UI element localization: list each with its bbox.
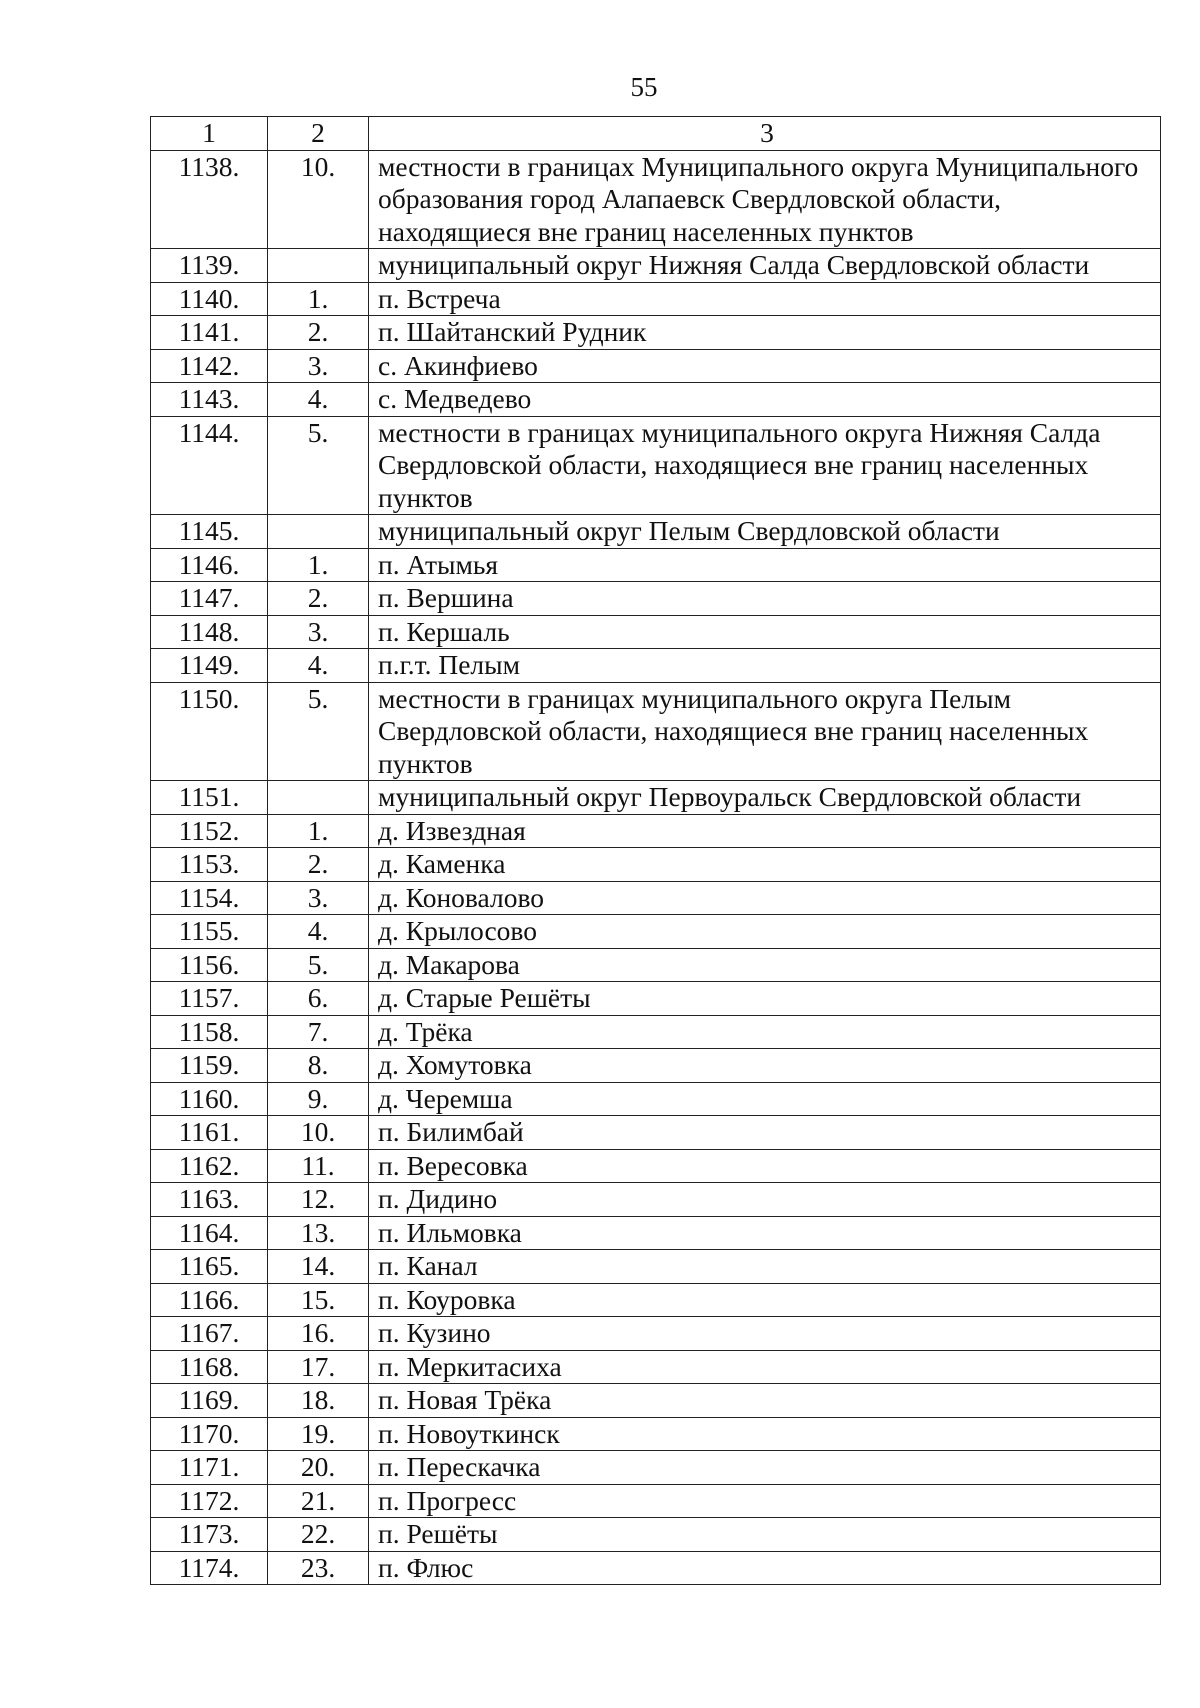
table-row xyxy=(151,848,1161,882)
row-number-cell: 1145. xyxy=(151,515,268,549)
row-number-cell: 1146. xyxy=(151,548,268,582)
sub-number-cell: 5. xyxy=(268,948,369,982)
sub-number-cell: 5. xyxy=(268,682,369,781)
sub-number-cell: 4. xyxy=(268,915,369,949)
table-row xyxy=(151,982,1161,1016)
row-number-cell: 1165. xyxy=(151,1250,268,1284)
sub-number-cell: 8. xyxy=(268,1049,369,1083)
sub-number-cell: 6. xyxy=(268,982,369,1016)
page-number: 55 xyxy=(630,72,658,102)
row-number-cell: 1140. xyxy=(151,282,268,316)
name-cell: д. Каменка xyxy=(369,848,1161,882)
name-cell: п. Решёты xyxy=(369,1518,1161,1552)
name-cell: д. Макарова xyxy=(369,948,1161,982)
row-number-cell: 1139. xyxy=(151,249,268,283)
table-row xyxy=(151,1082,1161,1116)
sub-number-cell: 1. xyxy=(268,814,369,848)
name-cell: п. Вершина xyxy=(369,582,1161,616)
table-row xyxy=(151,1183,1161,1217)
table-row xyxy=(151,1384,1161,1418)
row-number-cell: 1159. xyxy=(151,1049,268,1083)
name-cell: муниципальный округ Нижняя Салда Свердловской области xyxy=(369,249,1161,283)
row-number-cell: 1147. xyxy=(151,582,268,616)
row-number-cell: 1154. xyxy=(151,881,268,915)
table-row xyxy=(151,282,1161,316)
row-number-cell: 1158. xyxy=(151,1015,268,1049)
row-number-cell: 1167. xyxy=(151,1317,268,1351)
name-cell: п. Прогресс xyxy=(369,1484,1161,1518)
name-cell: п. Дидино xyxy=(369,1183,1161,1217)
row-number-cell: 1151. xyxy=(151,781,268,815)
name-cell: п. Шайтанский Рудник xyxy=(369,316,1161,350)
table-row xyxy=(151,948,1161,982)
table-row xyxy=(151,1049,1161,1083)
sub-number-cell: 2. xyxy=(268,316,369,350)
sub-number-cell: 3. xyxy=(268,349,369,383)
row-number-cell: 1173. xyxy=(151,1518,268,1552)
sub-number-cell: 22. xyxy=(268,1518,369,1552)
sub-number-cell: 2. xyxy=(268,582,369,616)
table-row xyxy=(151,1350,1161,1384)
name-cell: д. Черемша xyxy=(369,1082,1161,1116)
table-row xyxy=(151,1551,1161,1585)
table-row xyxy=(151,1149,1161,1183)
name-cell: п. Меркитасиха xyxy=(369,1350,1161,1384)
sub-number-cell: 19. xyxy=(268,1417,369,1451)
name-cell: п. Флюс xyxy=(369,1551,1161,1585)
name-cell: д. Извездная xyxy=(369,814,1161,848)
sub-number-cell: 21. xyxy=(268,1484,369,1518)
sub-number-cell: 3. xyxy=(268,881,369,915)
sub-number-cell: 7. xyxy=(268,1015,369,1049)
row-number-cell: 1174. xyxy=(151,1551,268,1585)
table-row xyxy=(151,781,1161,815)
table-row xyxy=(151,649,1161,683)
sub-number-cell: 1. xyxy=(268,548,369,582)
sub-number-cell xyxy=(268,515,369,549)
name-cell: п. Коуровка xyxy=(369,1283,1161,1317)
table-row xyxy=(151,1216,1161,1250)
row-number-cell: 1171. xyxy=(151,1451,268,1485)
name-cell: д. Крылосово xyxy=(369,915,1161,949)
table-row xyxy=(151,1484,1161,1518)
name-cell: п. Канал xyxy=(369,1250,1161,1284)
name-cell: п. Новоуткинск xyxy=(369,1417,1161,1451)
row-number-cell: 1150. xyxy=(151,682,268,781)
name-cell: д. Трёка xyxy=(369,1015,1161,1049)
table-row xyxy=(151,881,1161,915)
name-cell: п. Ильмовка xyxy=(369,1216,1161,1250)
row-number-cell: 1163. xyxy=(151,1183,268,1217)
row-number-cell: 1142. xyxy=(151,349,268,383)
settlements-table xyxy=(150,116,1161,1585)
name-cell: муниципальный округ Пелым Свердловской области xyxy=(369,515,1161,549)
sub-number-cell: 12. xyxy=(268,1183,369,1217)
sub-number-cell: 9. xyxy=(268,1082,369,1116)
name-cell: с. Медведево xyxy=(369,383,1161,417)
row-number-cell: 1157. xyxy=(151,982,268,1016)
sub-number-cell: 10. xyxy=(268,1116,369,1150)
sub-number-cell: 3. xyxy=(268,615,369,649)
sub-number-cell: 16. xyxy=(268,1317,369,1351)
column-header-2: 2 xyxy=(268,117,369,151)
row-number-cell: 1152. xyxy=(151,814,268,848)
table-row xyxy=(151,150,1161,249)
name-cell: п. Билимбай xyxy=(369,1116,1161,1150)
row-number-cell: 1168. xyxy=(151,1350,268,1384)
sub-number-cell: 1. xyxy=(268,282,369,316)
row-number-cell: 1141. xyxy=(151,316,268,350)
row-number-cell: 1143. xyxy=(151,383,268,417)
table-row xyxy=(151,515,1161,549)
name-cell: муниципальный округ Первоуральск Свердловской области xyxy=(369,781,1161,815)
row-number-cell: 1149. xyxy=(151,649,268,683)
sub-number-cell: 4. xyxy=(268,383,369,417)
row-number-cell: 1166. xyxy=(151,1283,268,1317)
table-row xyxy=(151,582,1161,616)
name-cell: местности в границах муниципального округа Нижняя Салда Свердловской области, находящиеся вне границ населенных пунктов xyxy=(369,416,1161,515)
row-number-cell: 1164. xyxy=(151,1216,268,1250)
table-row xyxy=(151,249,1161,283)
sub-number-cell: 10. xyxy=(268,150,369,249)
name-cell: п. Новая Трёка xyxy=(369,1384,1161,1418)
table-row xyxy=(151,1518,1161,1552)
sub-number-cell: 5. xyxy=(268,416,369,515)
table-row xyxy=(151,1317,1161,1351)
row-number-cell: 1160. xyxy=(151,1082,268,1116)
row-number-cell: 1156. xyxy=(151,948,268,982)
sub-number-cell: 4. xyxy=(268,649,369,683)
table-body xyxy=(151,117,1161,1585)
table-row xyxy=(151,383,1161,417)
row-number-cell: 1138. xyxy=(151,150,268,249)
row-number-cell: 1172. xyxy=(151,1484,268,1518)
sub-number-cell xyxy=(268,781,369,815)
sub-number-cell xyxy=(268,249,369,283)
table-row xyxy=(151,1451,1161,1485)
name-cell: п. Встреча xyxy=(369,282,1161,316)
table-row xyxy=(151,615,1161,649)
name-cell: д. Коновалово xyxy=(369,881,1161,915)
name-cell: п. Атымья xyxy=(369,548,1161,582)
table-row xyxy=(151,682,1161,781)
sub-number-cell: 2. xyxy=(268,848,369,882)
row-number-cell: 1148. xyxy=(151,615,268,649)
table-row xyxy=(151,316,1161,350)
table-row xyxy=(151,548,1161,582)
sub-number-cell: 13. xyxy=(268,1216,369,1250)
row-number-cell: 1153. xyxy=(151,848,268,882)
row-number-cell: 1144. xyxy=(151,416,268,515)
sub-number-cell: 18. xyxy=(268,1384,369,1418)
name-cell: местности в границах Муниципального округа Муниципального образования город Алапаевск Свердловской области, находящиеся вне границ населенных пунктов xyxy=(369,150,1161,249)
table-row xyxy=(151,1250,1161,1284)
name-cell: п. Кершаль xyxy=(369,615,1161,649)
table-row xyxy=(151,814,1161,848)
table-header-row xyxy=(151,117,1161,151)
name-cell: местности в границах муниципального округа Пелым Свердловской области, находящиеся вне границ населенных пунктов xyxy=(369,682,1161,781)
sub-number-cell: 15. xyxy=(268,1283,369,1317)
name-cell: с. Акинфиево xyxy=(369,349,1161,383)
column-header-1: 1 xyxy=(151,117,268,151)
name-cell: п. Вересовка xyxy=(369,1149,1161,1183)
table-row xyxy=(151,1015,1161,1049)
sub-number-cell: 11. xyxy=(268,1149,369,1183)
name-cell: д. Хомутовка xyxy=(369,1049,1161,1083)
sub-number-cell: 17. xyxy=(268,1350,369,1384)
table-row xyxy=(151,1417,1161,1451)
name-cell: п. Кузино xyxy=(369,1317,1161,1351)
table-row xyxy=(151,1116,1161,1150)
sub-number-cell: 20. xyxy=(268,1451,369,1485)
name-cell: п.г.т. Пелым xyxy=(369,649,1161,683)
table-row xyxy=(151,1283,1161,1317)
name-cell: д. Старые Решёты xyxy=(369,982,1161,1016)
row-number-cell: 1162. xyxy=(151,1149,268,1183)
row-number-cell: 1169. xyxy=(151,1384,268,1418)
table-row xyxy=(151,416,1161,515)
name-cell: п. Перескачка xyxy=(369,1451,1161,1485)
sub-number-cell: 14. xyxy=(268,1250,369,1284)
row-number-cell: 1170. xyxy=(151,1417,268,1451)
row-number-cell: 1161. xyxy=(151,1116,268,1150)
table-row xyxy=(151,915,1161,949)
row-number-cell: 1155. xyxy=(151,915,268,949)
table-row xyxy=(151,349,1161,383)
sub-number-cell: 23. xyxy=(268,1551,369,1585)
column-header-3: 3 xyxy=(369,117,1161,151)
